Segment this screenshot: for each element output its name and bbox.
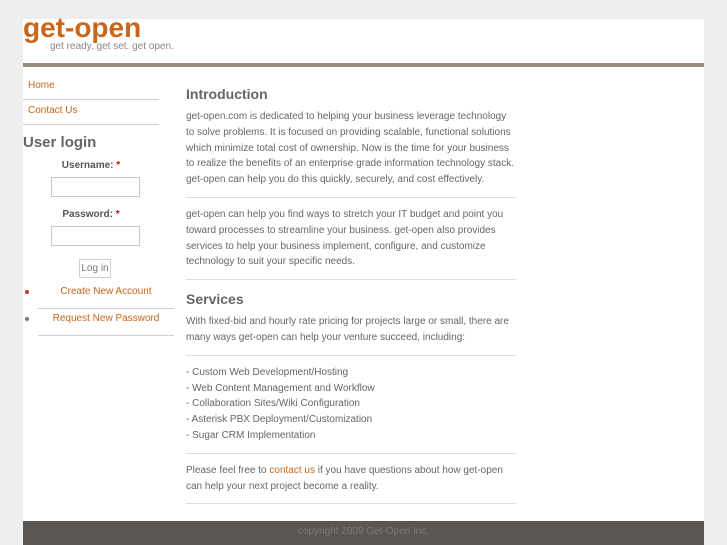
page-container bbox=[23, 12, 704, 545]
closing-text-after: if you have questions about how get-open can help your next project become a reality. bbox=[186, 464, 503, 492]
user-login-title: User login bbox=[23, 134, 97, 151]
closing-paragraph bbox=[186, 463, 516, 495]
login-button[interactable]: Log in bbox=[79, 259, 111, 278]
intro-paragraph-1: get-open.com is dedicated to helping your business leverage technology to solve problems. It is focused on providing scalable, functional solutions which minimize total cost of ownership. Now is the time for your business to realize the benefits of an enterprise grade information technology stack. get-open can help you do this quickly, securely, and cost effectively. bbox=[186, 111, 514, 186]
password-label-text: Password: bbox=[62, 209, 113, 220]
service-item: - Custom Web Development/Hosting bbox=[186, 366, 349, 378]
introduction-heading: Introduction bbox=[186, 86, 268, 102]
services-paragraph: With fixed-bid and hourly rate pricing for projects large or small, there are many ways get-open can help your venture succeed, including: bbox=[186, 316, 509, 343]
request-password-link[interactable]: Request New Password bbox=[52, 313, 160, 324]
header-divider bbox=[23, 63, 704, 67]
list-item bbox=[38, 309, 174, 336]
password-input[interactable] bbox=[51, 226, 140, 246]
site-footer bbox=[23, 521, 704, 545]
required-marker: * bbox=[116, 160, 121, 171]
sidebar bbox=[23, 75, 183, 336]
service-item: - Asterisk PBX Deployment/Customization bbox=[186, 414, 373, 426]
bullet-icon bbox=[25, 317, 29, 321]
divider bbox=[186, 355, 516, 356]
contact-us-link[interactable]: contact us bbox=[269, 464, 315, 476]
main-content bbox=[186, 85, 516, 513]
username-input[interactable] bbox=[51, 177, 140, 197]
list-item bbox=[38, 282, 174, 309]
divider bbox=[186, 197, 516, 198]
service-item: - Sugar CRM Implementation bbox=[186, 429, 316, 441]
services-heading: Services bbox=[186, 291, 244, 308]
password-label bbox=[23, 209, 159, 220]
nav-item-contact-us[interactable]: Contact Us bbox=[23, 100, 159, 125]
service-item: - Web Content Management and Workflow bbox=[186, 382, 375, 394]
services-list bbox=[186, 365, 516, 444]
account-links bbox=[23, 282, 183, 336]
bullet-icon bbox=[25, 290, 29, 294]
site-header bbox=[23, 12, 704, 67]
create-account-link[interactable]: Create New Account bbox=[60, 286, 152, 297]
site-slogan: get ready. get set. get open. bbox=[50, 41, 174, 52]
required-marker: * bbox=[115, 209, 120, 220]
closing-text-before: Please feel free to bbox=[186, 464, 270, 476]
copyright-text: copyright 2009 Get-Open Inc. bbox=[297, 526, 430, 537]
site-name-link[interactable]: get-open bbox=[23, 12, 142, 43]
username-label bbox=[23, 160, 159, 171]
divider bbox=[186, 279, 516, 280]
service-item: - Collaboration Sites/Wiki Configuration bbox=[186, 398, 360, 410]
intro-paragraph-2: get-open can help you find ways to stretch your IT budget and point you toward processes to streamline your business. get-open also provides services to help your business implement, configure, and customize technology to suit your specific needs. bbox=[186, 208, 504, 268]
nav-item-home[interactable]: Home bbox=[23, 75, 159, 100]
username-label-text: Username: bbox=[61, 160, 114, 171]
divider bbox=[186, 503, 516, 504]
divider bbox=[186, 453, 516, 454]
